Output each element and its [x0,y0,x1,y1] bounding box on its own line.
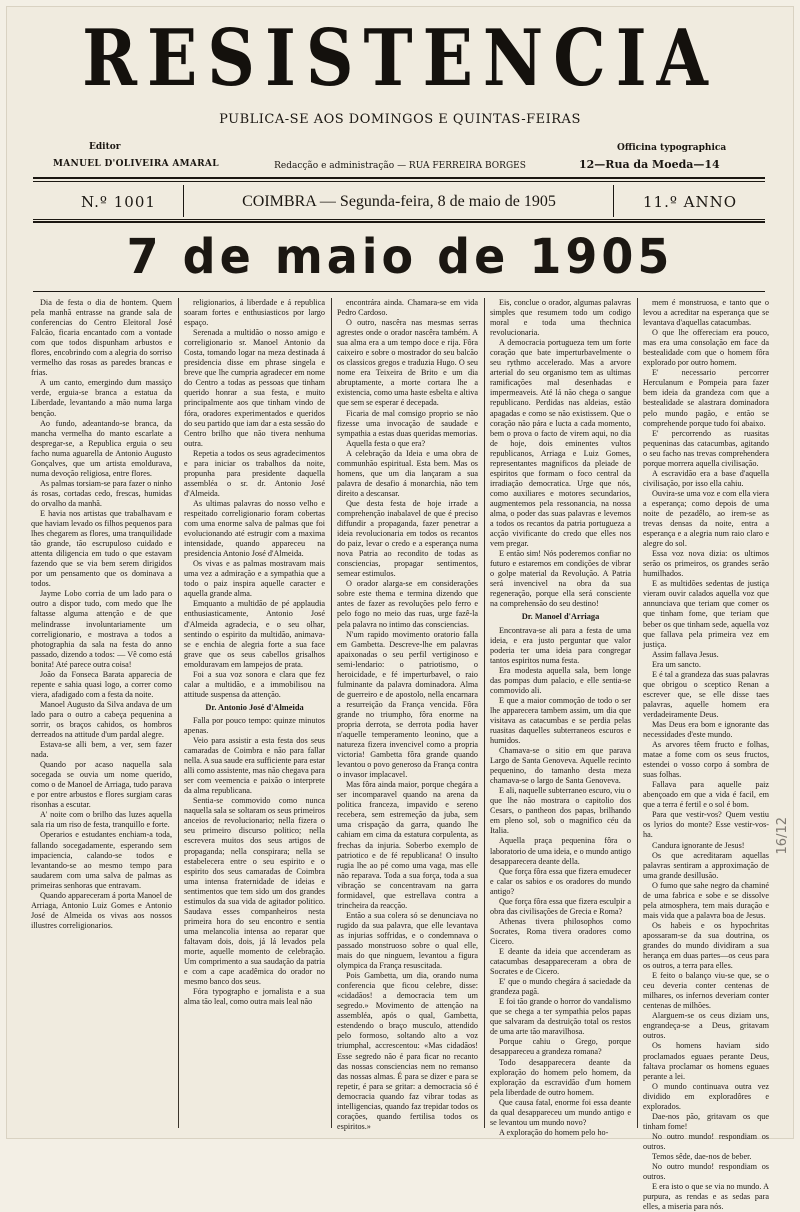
article-paragraph: Essa voz nova dizia: os ultimos serão os primeiros, os grandes serão humilhados. [643,549,769,579]
article-paragraph: Os habeis e os hypochritas apossaram-se da sua doutrina, os grandes do mundo dividiram a sua herança em duas partes—os ceus para os outros, a terra para elles. [643,920,769,971]
article-paragraph: Emquanto a multidão de pé applaudia enthusiasticamente, Antonio José d'Almeida agradecia, e o seu olhar, sentindo o espirito da multidão, animava-se e enchia de alegria forte a sua face grave que os seus cabellos grisalhos emolduravam em lampejos de prata. [184,599,325,669]
issue-place-date: COIMBRA — Segunda-feira, 8 de maio de 1905 [242,193,556,210]
article-paragraph: N'um rapido movimento oratorio falla em Gambetta. Descreve-lhe em palavras apaixonadas o seu perfil vertiginoso e semi-lendario: o patriotismo, o heroicidade, e fé imperturbavel, o raio fulminante da palavra dominadora. Alma de guerreiro e de apostolo, nella encarnara a resurreição da França vencida. Fôra grande no triumpho, fôra enorme na propria derrota, se derrota podia haver n'aquelle temperamento leonino, que a natureza fizera invencivel como a propria victoria! Gambetta fôra grande quando levantou o povo generoso da França contra o invasor implacavel. [337,629,478,780]
article-paragraph: E' necessario percorrer Herculanum e Pompeia para fazer bem ideia da grandeza com que a bestealidade se alastrara dominadora pelo mundo pagão, e então se comprehende porque tudo foi abaixo. [643,368,769,428]
article-paragraph: Temos sêde, dae-nos de beber. [652,1151,752,1161]
article-paragraph: E que a maior commoção de todo o ser lhe apparecera tambem assim, um dia que visitava as catacumbas e se perdia pelas ruasitas daquelles subterraneos escuros e humidos. [490,695,631,746]
article-paragraph: Eis, conclue o orador, algumas palavras simples que resumem todo um codigo moral e toda uma thechnica revolucionaria. [490,298,631,338]
article-paragraph: Estava-se alli bem, a ver, sem fazer nada. [31,740,172,760]
article-paragraph: Ao fundo, adeantando-se branca, da mancha vermelha do manto escarlate a despregar-se, a Republica erguia o seu facho numa aguarella de Antonio Augusto Gonçalves, que um artista emoldurava, numa devoção religiosa, entre flores. [31,418,172,478]
article-paragraph: Repetia a todos os seus agradecimentos e para iniciar os trabalhos da noite, propunha para presidente daquella assembléa o sr. dr. Antonio José d'Almeida. [184,448,325,498]
article-paragraph: E deante da ideia que accenderam as catacumbas desappareceram a obra de Socrates e de Cicero. [490,947,631,977]
editor-name: MANUEL D'OLIVEIRA AMARAL [53,159,219,169]
headline: 7 de maio de 1905 [126,227,674,285]
bar-rule-thin [33,219,765,220]
article-paragraph: mem é monstruosa, e tanto que o levou a acreditar na esperança que se levantava d'aquellas catacumbas. [643,298,769,328]
issue-year: 11.º ANNO [643,193,738,211]
article-paragraph: No outro mundo! respondiam os outros. [643,1162,769,1182]
article-column-2 [184,298,325,1128]
article-paragraph: Dia de festa o dia de hontem. Quem pela manhã entrasse na grande sala de conferencias do Centro Eleitoral José Falcão, ficaria encantado com a vontade com que todos dispunham arbustos e flores, encobrindo com a alegria do sorriso vermelho das rosas as paredes brancas e frias. [31,298,172,378]
article-paragraph: Manoel Augusto da Silva andava de um lado para o outro a cabeça pequenina a sorrir, os braços cahidos, os hombros derreados na attitude d'um pardal alegre. [31,699,172,740]
editor-label: Editor [89,142,121,152]
article-paragraph: Então a sua colera só se denunciava no rugido da sua palavra, que elle levantava as injurias soffridas, e o condemnava o passado monstruoso sobre o qual elle, mais do que ninguem, levantou a figura olympica da França resuscitada. [337,910,478,971]
article-paragraph: A' noite com o brilho das luzes aquella sala ria um riso de festa, tranquillo e forte. [31,810,172,830]
headline-rule [33,291,765,292]
article-paragraph: Porque cahiu o Grego, porque desappareceu a grandeza romana? [490,1037,631,1057]
article-paragraph: Quando por acaso naquella sala socegada se ouvia um nome querido, como o de Manoel de Arriaga, tudo parava e por entre arbustos e flores surgiam caras risonhas a escutar. [31,760,172,810]
article-paragraph: Sentia-se commovido como nunca naquella sala se soltaram os seus primeiros anceios de revolucionario; nella fizera o seu primeiro discurso politico; nella escrevera muitos dos seus artigos de propaganda; nella conspirara; nella se estabelecera entre o seu espirito e o espirito dos seus camaradas de Coimbra uma intensa fraternidade de ideias e sentimentos que tem sido um dos grandes estimulos da sua vida de agitador politico. Saudava esses companheiros nesta primeira hora do seu encontro e sentia uma melancolia intensa ao reparar que faltavam dois, dois, já lá levados pela morte, aquelle momento de celebração. Um comprimento a sua saudação da patria e com a cape acadêmica do orador no mesmo banco dos seus. [184,796,325,987]
article-paragraph: E' que o mundo chegára á saciedade da grandeza pagã. [490,977,631,997]
article-paragraph: Chamava-se o sitio em que parava Largo de Santa Genoveva. Aquelle recinto pequenino, do tamanho desta meza chamava-se o largo de Santa Genoveva. [490,746,631,786]
top-rule-thin [33,181,765,182]
article-paragraph: Fallava para aquelle paiz abençoado em que a vida é facil, em que a terra é fertil e o sol é bom. [643,780,769,810]
article-paragraph: E as multidões sedentas de justiça vieram ouvir calados aquella voz que annunciava que teriam que comer os que tinham fome, que teriam que beber os que tinham sede, aquella voz que fallava pela primeira vez em justiça. [643,579,769,649]
speaker-heading: Dr. Antonio José d'Almeida [205,702,304,712]
article-paragraph: A um canto, emergindo dum massiço verde, erguia-se branca a estatua da Liberdade, levantando a mão numa larga benção. [31,378,172,418]
article-paragraph: Para que vestir-vos? Quem vestiu os lyrios do monte? Esse vestir-vos-ha. [643,810,769,840]
article-paragraph: Mas Deus era bom e ignorante das necessidades d'este mundo. [643,719,769,740]
article-paragraph: Jayme Lobo corria de um lado para o outro a dispor tudo, com medo que lhe faltasse alguma attenção e de que melindrasse involuntariamente um correligionario, e mostrava a todos a photographia da sala na festa do anno passado, dizendo a todos: — Vê como está bonita! Até parece outra coisa! [31,589,172,669]
article-paragraph: Assim fallava Jesus. [652,649,719,659]
article-paragraph: Ficaria de mal comsigo proprio se não fizesse uma invocação de saudade e sympathia a estas duas queridas memorias. [337,408,478,438]
article-paragraph: Alarguem-se os ceus diziam uns, engrandeça-se a Deus, gritavam outros. [643,1011,769,1041]
article-paragraph: Veio para assistir a esta festa dos seus camaradas de Coimbra e não para fallar nella. A sua saude era sufficiente para estar alli como assistente, mas não chegava para ser com veemencia e paixão o interprete da alma republicana. [184,736,325,796]
article-paragraph: Os vivas e as palmas mostravam mais uma vez a admiração e a sympathia que a todo o paiz inspira aquelle caracter e aquella grande alma. [184,559,325,599]
article-paragraph: Que causa fatal, enorme foi essa deante da qual desappareceu um mundo antigo e se levantou um mundo novo? [490,1097,631,1127]
article-paragraph: Ouvira-se uma voz e com ella viera a esperança; como depois de uma noite de pezadêlo, ao irem-se as trevas densas da noite, entra a esperança e a alegria num raio claro e alegre do sol. [643,488,769,549]
article-paragraph: E havia nos artistas que trabalhavam e que haviam levado os filhos pequenos para lhes chegarem as flores, uma tranquilidade tão grande, tão escrupuloso cuidado e attenta diligencia em tudo o que estavam fazendo que se via bem serem dirigidos por um pensamento que os dominava a todos. [31,508,172,589]
article-paragraph: As palmas torsiam-se para fazer o ninho ás rosas, cortadas cedo, frescas, humidas do orvalho da manhã. [31,478,172,508]
article-paragraph: E ali, naquelle subterraneo escuro, viu o que lhe não mostrara o capitolio dos Cesars, o pantheon dos papas, brilhando em pleno sol, sob o magnifico céu da Italia. [490,786,631,836]
article-paragraph: Que força fôra essa que fizera emudecer e calar os sabios e os oradores do mundo antigo? [490,866,631,896]
article-paragraph: Que desta festa de hoje irrade a comprehenção inabalavel de que é preciso diffundir a propaganda, fazer penetrar a ideia revolucionaria em todos os recantos do paiz, levar o credo e a esperança numa nova Patria ao recondito de todas as consciencias, propagar sentimentos, semear estimulos. [337,498,478,579]
article-paragraph: Aquella festa o que era? [346,438,426,448]
article-column-1 [31,298,172,1128]
column-divider [637,298,638,1128]
article-paragraph: Quando appareceram á porta Manoel de Arriaga, Antonio Luiz Gomes e Antonio José de Almeida os vivas aos nossos illustres correligionarios. [31,890,172,930]
article-paragraph: E então sim! Nós poderemos confiar no futuro e estaremos em condições de vibrar o golpe material da Revolução. A Patria será invencivel na obra da sua regeneração, porque ella será consciente na comprehensão do seu destino! [490,549,631,609]
article-paragraph: Serenada a multidão o nosso amigo e correligionario sr. Manoel Antonio da Costa, tomando logar na meza destinada á presidencia disse em phrase singela e breve que lhe cumpria agradecer em nome do Centro a todas as pessoas que tinham querido honrar a sua festa, e muito principalmente aos que tinham vindo de fóra, oradores experimentados e queridos do seu partido que iam dar a esta sessão do Centro brilho que não tivera nenhuma outra. [184,328,325,448]
article-paragraph: As arvores têem fructo e folhas, matae a fome com os seus fructos, estendei o vosso corpo á sombra de suas folhas. [643,740,769,780]
article-paragraph: As ultimas palavras do nosso velho e respeitado correligionario foram cobertas com uma enorme salva de palmas que foi evolucionando até estrugir com a maxima intensidade, quando appareceu na presidencia Antonio José d'Almeida. [184,498,325,559]
article-paragraph: Todo desapparecera deante da exploração do homem pelo homem, da exploração da escravidão d'um homem pela liberdade de outro homem. [490,1057,631,1097]
article-paragraph: João da Fonseca Barata apparecia de repente e sahia quasi logo, a correr como viera, afadigado com a festa da noite. [31,669,172,699]
column-divider [331,298,332,1128]
article-paragraph: Fóra typographo e jornalista e a sua alma tão leal, como outra mais leal não [184,987,325,1007]
article-paragraph: A escravidão era a base d'aquella civilisação, por isso ella cahiu. [643,468,769,488]
article-paragraph: Pois Gambetta, um dia, orando numa conferencia que ficou celebre, disse: «cidadãos! a democracia tem um segredo.» Movimento de attenção na assembléa, após o qual, Gambetta, estendendo o braço musculo, attendido pelo formoso, soltando alto a voz triumphal, accrescentou: «Mas cidadãos! Esse segredo não é para ficar no recanto das nossas consciencias nem no remanso das nossas almas. É para se dizer e para se repetir, é para se gritar: a democracia só é democracia quando faz vibrar todas as intelligencias, quando faz trepidar todos os corações, quando fertilisa todos os espiritos.» [337,971,478,1131]
issue-bar [33,183,765,219]
bar-rule [33,221,765,223]
article-paragraph: Que força fôra essa que fizera esculpir a obra das civilisações de Grecia e Roma? [490,896,631,916]
article-column-3 [337,298,478,1131]
masthead-title: RESISTENCIA [82,11,718,105]
masthead-subtitle: PUBLICA-SE AOS DOMINGOS E QUINTAS-FEIRAS [219,112,581,127]
article-paragraph: E era isto o que se via no mundo. A purpura, as rendas e as sedas para elles, a miseria para nós. [643,1182,769,1212]
oficina-address: 12—Rua da Moeda—14 [579,158,720,171]
article-paragraph: O mundo continuava outra vez dividido em exploradôres e explorados. [643,1081,769,1111]
margin-handwritten-note: 16/12 [775,817,790,855]
article-paragraph: A democracia portugueza tem um forte coração que bate imperturbavelmente o seu rythmo accelerado. Mas a arvore arterial do seu organismo tem as ultimas ramificações mal desenhadas e impermeaveis. Até lá não chega o sangue republicano. Perdidas nas aldeias, estão apagadas e como se não existissem. Que o coração não pára e lucta a cada momento, bem o prova o facto de virem aqui, no dia de hoje, dois eminentes vultos republicanos, Arriaga e Luiz Gomes, representantes magnificos da pleiade de espiritos que formam o foco central da irradiação democratica. Urge que nós, como auxiliares e motores secundarios, augmentemos pela ressonancia, na nossa alma, o poder das suas palavras e levemos a todos os recantos da patria portugueza a acção vivificante do credo que elles nos vem pregar. [490,338,631,549]
article-paragraph: Os homens haviam sido proclamados eguaes perante Deus, faltava proclamar os homens eguaes perante a lei. [643,1041,769,1081]
article-paragraph: E é tal a grandeza das suas palavras que obrigou o sceptico Renan a escrever que, se elle disse taes palavras, aquelle homem era verdadeiramente Deus. [643,669,769,719]
article-column-4 [490,298,631,1137]
article-paragraph: A celebração da Ideia e uma obra de communhão espiritual. Esta bem. Mas os homens, que um dia lançaram a sua palavra de desafio á monarchia, não tem direito a descansar. [337,448,478,498]
issue-number: N.º 1001 [81,193,156,211]
article-paragraph: E feito o balanço viu-se que, se o ceu deveria conter centenas de milhares, os infernos deveriam conter centenas de milhões. [643,971,769,1011]
article-column-5 [643,298,769,1212]
article-paragraph: Candura ignorante de Jesus! [652,840,745,850]
redacao-address: Redacção e administração — RUA FERREIRA BORGES [274,161,526,171]
article-paragraph: A exploração do homem pelo ho- [499,1127,609,1137]
article-paragraph: E' percorrendo as ruasitas pequeninas das catacumbas, agitando o seu facho nas trevas comprehendera porque morrera aquella civilisação. [643,428,769,468]
article-paragraph: Aquella praça pequenina fôra o laboratorio de uma ideia, e o mundo antigo desapparecera deante della. [490,836,631,866]
article-paragraph: Foi a sua voz sonora e clara que fez calar a multidão, e a immobilisou na attitude suspensa da attenção. [184,669,325,699]
article-paragraph: Encontrava-se ali para a festa de uma ideia, e era justo perguntar que valor poderia ter uma ideia para congregar tantos espiritos numa festa. [490,625,631,665]
column-divider [484,298,485,1128]
article-paragraph: encontrára ainda. Chamara-se em vida Pedro Cardoso. [337,298,478,318]
speaker-heading: Dr. Manoel d'Arriaga [521,612,600,622]
newspaper-page [7,7,793,1212]
article-paragraph: Dae-nos pão, gritavam os que tinham fome! [643,1111,769,1131]
article-paragraph: O orador alarga-se em considerações sobre este thema e termina dizendo que antes de fazer as revoluções pelo ferro e pelo fogo no meio das ruas, urge fazê-la pela palavra no intimo das consciencias. [337,579,478,629]
article-paragraph: Era um sancto. [652,659,701,669]
oficina-label: Officina typographica [617,143,727,153]
column-divider [178,298,179,1128]
article-paragraph: Era modesta aquella sala, bem longe das pompas dum palacio, e elle sentia-se commovido ali. [490,665,631,695]
article-columns [31,298,769,1212]
article-paragraph: Falla por pouco tempo: quinze minutos apenas. [184,715,325,735]
article-paragraph: Mas fôra ainda maior, porque chegára a ser incomparavel quando na arena da politica franceza, impavido e sereno recebera, sem estremeção da juba, sem uma crispação da garra, quando lhe cahiam em cima da estatura corpulenta, as frechas da injuria. Soberbo exemplo de patriotico e de fé republicana! O insulto rugia lhe ao pé como uma vaga, mas elle não reparava. Toda a sua força, toda a sua vibração se concentravam na garra formidavel, que estrellava contra a trincheira da reacção. [337,780,478,910]
article-paragraph: Athenas tivera philosophos como Socrates, Roma tivera oradores como Cicero. [490,916,631,946]
article-paragraph: O fumo que sahe negro da chaminé de uma fabrica e sobe e se dissolve pela atmosphera, tem mais duração e mais vida que a palavra boa de Jesus. [643,880,769,920]
article-paragraph: Operarios e estudantes enchiam-a toda, fallando socegadamente, esperando sem impaciencia, calando-se todos e levantando-se ao mesmo tempo para saudarem com uma salva de palmas as primeiras senhoras que entravam. [31,830,172,890]
article-paragraph: religionarios, á liberdade e á republica soaram fortes e enthusiasticos por largo espaço. [184,298,325,328]
article-paragraph: Os que acreditaram aquellas palavras sentiram a approximação de uma grande desillusão. [643,850,769,880]
issue-divider-right [613,185,614,217]
article-paragraph: O que lhe offereciam era pouco, mas era uma consolação em face da bestealidade com que o homem fôra explorado por outro homem. [643,328,769,368]
article-paragraph: E foi tão grande o horror do vandalismo que se chega a ter sympathia pelos papas que salvaram da destruição total os restos de uma arte tão maravilhosa. [490,997,631,1037]
article-paragraph: O outro, nascêra nas mesmas serras agrestes onde o orador nascêra também. A sua alma era a um tempo doce e rija. Fôra caixeiro e sobre o mostrador do seu balcão os classicos gregos e traduzia Hugo. O seu nome era Teixeira de Brito e um dia abruptamente, a morte cortara lhe a existencia, como uma haste esbelta e altiva que sem se esperar é decepada. [337,318,478,408]
top-rule [33,177,765,179]
article-paragraph: No outro mundo! respondiam os outros. [643,1131,769,1151]
